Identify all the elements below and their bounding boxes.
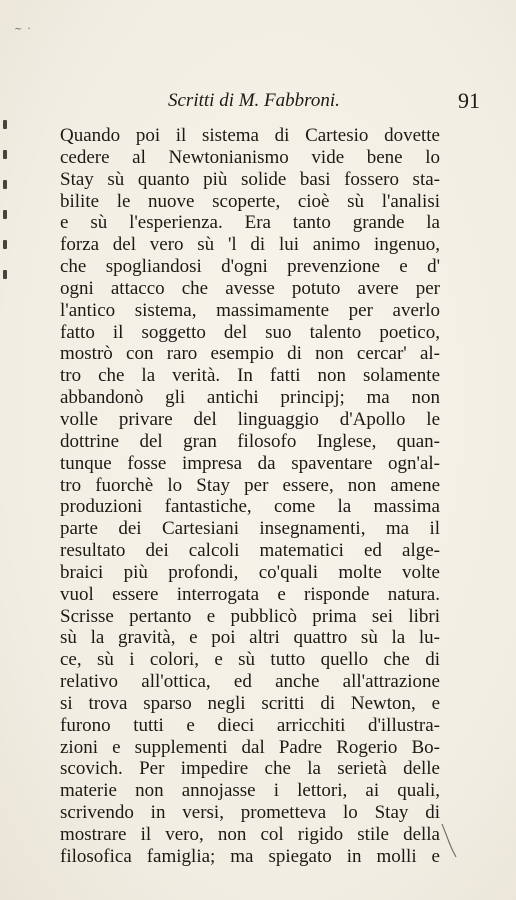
text-line: Quando poi il sistema di Cartesio dovette — [60, 125, 440, 146]
text-line: resultato dei calcoli matematici ed alge- — [60, 540, 440, 562]
gutter-mark — [3, 180, 7, 189]
text-line: fatto il soggetto del suo talento poetico, — [60, 321, 440, 343]
text-line: filosofica famiglia; ma spiegato in molli e — [60, 845, 440, 867]
text-line: sù la gravità, e poi altri quattro sù la lu- — [60, 627, 440, 649]
text-line: braici più profondi, co'quali molte volte — [60, 561, 440, 583]
gutter-mark — [3, 240, 7, 249]
text-line: furono tutti e dieci arricchiti d'illustra- — [60, 714, 440, 736]
text-line: relativo all'ottica, ed anche all'attrazione — [60, 671, 440, 693]
text-line: zioni e supplementi dal Padre Rogerio Bo- — [60, 736, 440, 758]
text-line: forza del vero sù 'l di lui animo ingenuo, — [60, 234, 440, 256]
text-line: mostrò con raro esempio di non cercar' al- — [60, 343, 440, 365]
body-text — [60, 125, 440, 868]
corner-mark: ~ · — [14, 24, 32, 35]
text-line: tunque fosse impresa da spaventare ogn'al- — [60, 452, 440, 474]
text-line: mostrare il vero, non col rigido stile della — [60, 824, 440, 845]
running-head — [60, 88, 480, 116]
text-line: dottrine del gran filosofo Inglese, quan- — [60, 430, 440, 452]
text-line: che spogliandosi d'ogni prevenzione e d' — [60, 256, 440, 278]
text-line: cedere al Newtonianismo vide bene lo — [60, 146, 440, 168]
page-number: 91 — [458, 88, 480, 113]
text-line: produzioni fantastiche, come la massima — [60, 496, 440, 518]
text-line: bilite le nuove scoperte, cioè sù l'analisi — [60, 190, 440, 212]
gutter-mark — [3, 210, 7, 219]
text-line: tro fuorchè lo Stay per essere, non amene — [60, 474, 440, 496]
text-line: ce, sù i colori, e sù tutto quello che di — [60, 649, 440, 671]
text-line: tro che la verità. In fatti non solamente — [60, 365, 440, 387]
gutter-mark — [3, 120, 7, 129]
text-line: Stay sù quanto più solide basi fossero sta- — [60, 168, 440, 190]
text-line: si trova sparso negli scritti di Newton, e — [60, 692, 440, 714]
text-line: materie non annojasse i lettori, ai quali, — [60, 780, 440, 802]
text-line: ogni attacco che avesse potuto avere per — [60, 277, 440, 299]
text-line: volle privare del linguaggio d'Apollo le — [60, 408, 440, 430]
gutter-mark — [3, 150, 7, 159]
text-line: abbandonò gli antichi principj; ma non — [60, 387, 440, 409]
text-line: scovich. Per impedire che la serietà delle — [60, 758, 440, 780]
text-line: parte dei Cartesiani insegnamenti, ma il — [60, 518, 440, 540]
running-title: Scritti di M. Fabbroni. — [168, 90, 340, 111]
text-line: scrivendo in versi, prometteva lo Stay di — [60, 802, 440, 824]
ink-stroke — [440, 820, 460, 860]
text-line: e sù l'esperienza. Era tanto grande la — [60, 212, 440, 234]
gutter-mark — [3, 270, 7, 279]
text-line: Scrisse pertanto e pubblicò prima sei libri — [60, 605, 440, 627]
text-line: l'antico sistema, massimamente per averlo — [60, 299, 440, 321]
text-line: vuol essere interrogata e risponde natura. — [60, 583, 440, 605]
gutter-marks — [0, 120, 14, 300]
